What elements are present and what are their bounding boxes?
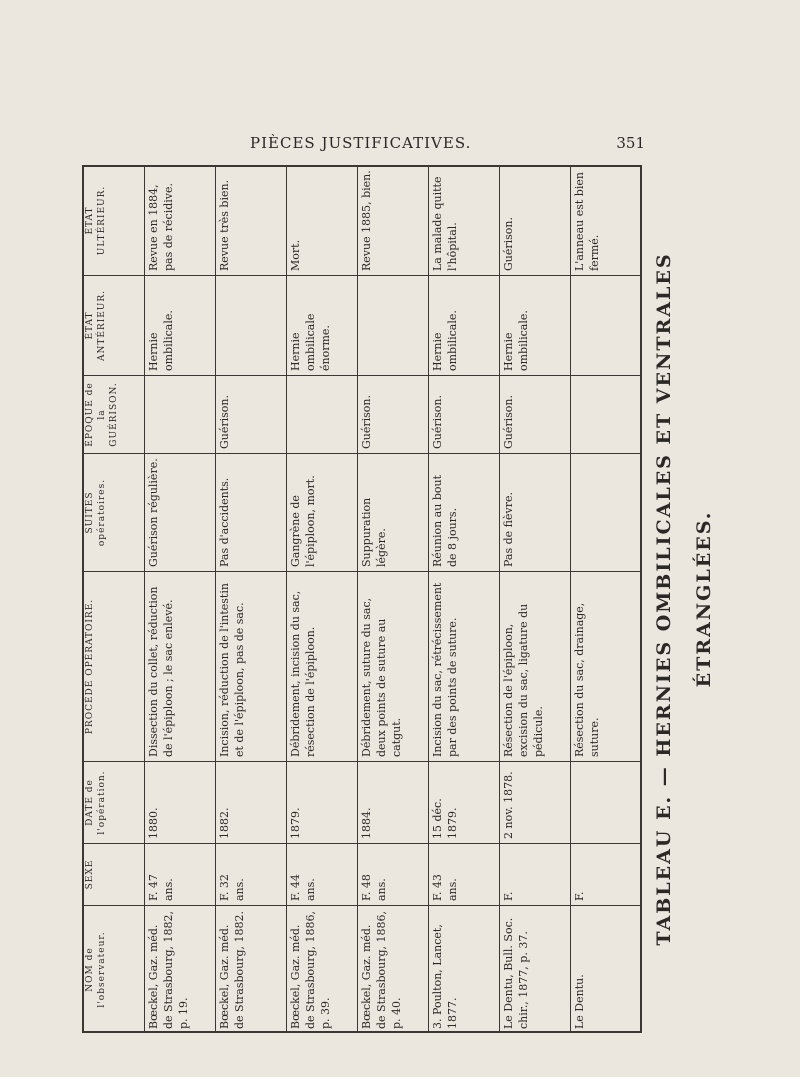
- table-cell: Résection du sac, drainage, suture.: [570, 571, 641, 761]
- table-cell: F. 47 ans.: [144, 843, 215, 905]
- table-cell: 15 déc. 1879.: [428, 761, 499, 843]
- table-cell: [570, 453, 641, 571]
- table-cell: [215, 275, 286, 375]
- table-cell: Dissection du collet, réduction de l'épiploon ; le sac enlevé.: [144, 571, 215, 761]
- table-row: [286, 165, 358, 1033]
- table-cell: Hernie ombilicale.: [144, 275, 215, 375]
- column-header: ÉPOQUE de la GUÉRISON.: [82, 375, 144, 453]
- table-cell: 1880.: [144, 761, 215, 843]
- table-row: [357, 165, 429, 1033]
- table-cell: Incision du sac, rétrécissement par des points de suture.: [428, 571, 499, 761]
- table-cell: [286, 375, 357, 453]
- table-cell: Revue 1885, bien.: [357, 165, 428, 275]
- table-row: [428, 165, 500, 1033]
- table-cell: Guérison.: [499, 375, 570, 453]
- column-header: DATE de l'opération.: [82, 761, 144, 843]
- table-row: [215, 165, 287, 1033]
- table-cell: F. 32 ans.: [215, 843, 286, 905]
- table-frame: [82, 165, 642, 1033]
- table-cell: Le Dentu.: [570, 905, 641, 1033]
- table-cell: Pas d'accidents.: [215, 453, 286, 571]
- table-cell: Incision, réduction de l'intestin et de l'épiploon, pas de sac.: [215, 571, 286, 761]
- table-cell: 1879.: [286, 761, 357, 843]
- table-cell: Bœckel, Gaz. méd. de Strasbourg, 1886, p. 39.: [286, 905, 357, 1033]
- table-cell: Le Dentu, Bull. Soc. chir., 1877, p. 37.: [499, 905, 570, 1033]
- table-cell: Débridement, suture du sac, deux points de suture au catgut.: [357, 571, 428, 761]
- table-cell: [144, 375, 215, 453]
- running-head: [0, 134, 800, 156]
- table-cell: 2 nov. 1878.: [499, 761, 570, 843]
- table-cell: [570, 375, 641, 453]
- table-title-strip: [644, 165, 715, 1033]
- table-title: TABLEAU E. — HERNIES OMBILICALES ET VENTRALES ÉTRANGLÉES.: [653, 252, 715, 946]
- table-cell: Guérison.: [499, 165, 570, 275]
- table-cell: L'anneau est bien fermé.: [570, 165, 641, 275]
- column-header: PROCÉDÉ OPÉRATOIRE.: [82, 571, 144, 761]
- table-cell: [570, 761, 641, 843]
- table-header-row: [82, 165, 145, 1033]
- table-cell: Guérison.: [428, 375, 499, 453]
- table-cell: Résection de l'épiploon, excision du sac, ligature du pédicule.: [499, 571, 570, 761]
- column-header: SUITES opératoires.: [82, 453, 144, 571]
- column-header: NOM de l'observateur.: [82, 905, 144, 1033]
- table-row: [499, 165, 571, 1033]
- table-cell: Bœckel, Gaz. méd. de Strasbourg, 1886, p. 40.: [357, 905, 428, 1033]
- table-cell: 3. Poulton, Lancet, 1877.: [428, 905, 499, 1033]
- table-cell: Guérison.: [357, 375, 428, 453]
- column-header: ÉTAT ULTÉRIEUR.: [82, 165, 144, 275]
- table-cell: F. 43 ans.: [428, 843, 499, 905]
- table-cell: Pas de fièvre.: [499, 453, 570, 571]
- table-cell: Réunion au bout de 8 jours.: [428, 453, 499, 571]
- table-cell: Hernie ombilicale énorme.: [286, 275, 357, 375]
- table-cell: F.: [570, 843, 641, 905]
- table-cell: Revue en 1884, pas de récidive.: [144, 165, 215, 275]
- table-row: [144, 165, 216, 1033]
- column-header: SEXE: [82, 843, 144, 905]
- running-head-title: PIÈCES JUSTIFICATIVES.: [250, 134, 472, 152]
- table-cell: Débridement, incision du sac, résection de l'épiploon.: [286, 571, 357, 761]
- table-cell: [570, 275, 641, 375]
- table-cell: F. 44 ans.: [286, 843, 357, 905]
- table-cell: Gangrène de l'épiploon, mort.: [286, 453, 357, 571]
- table-cell: 1884.: [357, 761, 428, 843]
- table-cell: Guérison.: [215, 375, 286, 453]
- table-cell: Hernie ombilicale.: [428, 275, 499, 375]
- table-cell: Hernie ombilicale.: [499, 275, 570, 375]
- table-cell: [357, 275, 428, 375]
- page-number: 351: [616, 134, 645, 152]
- table-cell: 1882.: [215, 761, 286, 843]
- table-cell: Suppuration légère.: [357, 453, 428, 571]
- table-cell: Revue très bien.: [215, 165, 286, 275]
- table-row: [570, 165, 642, 1033]
- table-cell: F. 48 ans.: [357, 843, 428, 905]
- table-cell: Guérison régulière.: [144, 453, 215, 571]
- table-cell: La malade quitte l'hôpital.: [428, 165, 499, 275]
- data-table: [82, 165, 642, 1033]
- table-cell: Bœckel, Gaz. méd. de Strasbourg, 1882, p. 19.: [144, 905, 215, 1033]
- table-cell: Bœckel, Gaz. méd. de Strasbourg, 1882.: [215, 905, 286, 1033]
- table-cell: F.: [499, 843, 570, 905]
- column-header: ÉTAT ANTÉRIEUR.: [82, 275, 144, 375]
- table-cell: Mort.: [286, 165, 357, 275]
